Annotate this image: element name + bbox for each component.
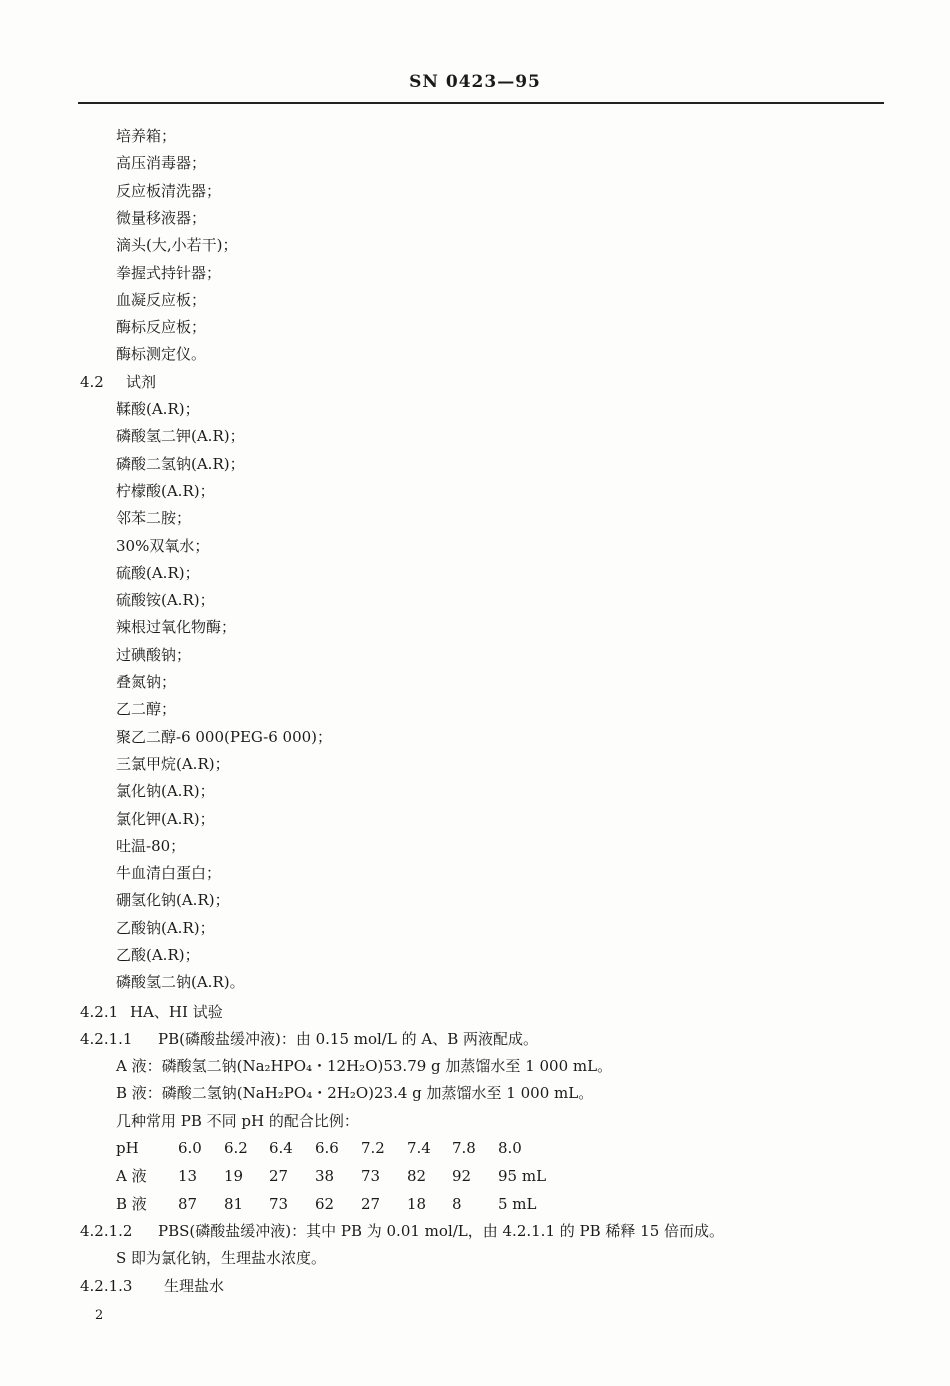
- table-cell: 87: [178, 1195, 198, 1213]
- table-cell: 13: [178, 1167, 198, 1185]
- table-cell: 6.0: [178, 1139, 202, 1157]
- b-solution-text: B 液：磷酸二氢钠(NaH₂PO₄・2H₂O)23.4 g 加蒸馏水至 1 000 mL。: [116, 1084, 594, 1102]
- table-cell: 7.4: [407, 1139, 431, 1157]
- ratio-intro: 几种常用 PB 不同 pH 的配合比例：: [116, 1112, 359, 1130]
- table-cell: 7.2: [361, 1139, 385, 1157]
- list-item: 硫酸(A.R)；: [116, 563, 200, 582]
- table-cell: 6.2: [224, 1139, 248, 1157]
- section-4-2-1-2: 4.2.1.2 PBS(磷酸盐缓冲液)：其中 PB 为 0.01 mol/L，由 4.2.1.1 的 PB 稀释 15 倍而成。: [80, 1222, 725, 1240]
- list-item: 辣根过氧化物酶；: [116, 618, 237, 637]
- table-cell: 6.6: [315, 1139, 339, 1157]
- list-item: 聚乙二醇-6 000(PEG-6 000)；: [116, 727, 333, 746]
- list-item: 牛血清白蛋白；: [116, 864, 222, 883]
- a-solution-text: A 液：磷酸氢二钠(Na₂HPO₄・12H₂O)53.79 g 加蒸馏水至 1 000 mL。: [116, 1057, 613, 1075]
- table-cell: 8: [452, 1195, 462, 1213]
- table-cell: 27: [269, 1167, 289, 1185]
- list-item: 过碘酸钠；: [116, 645, 192, 664]
- list-item: 鞣酸(A.R)；: [116, 400, 200, 418]
- section-4-2: 4.2 试剂: [80, 373, 157, 391]
- table-cell: 81: [224, 1195, 244, 1213]
- row-label: B 液: [116, 1195, 147, 1213]
- table-cell: 27: [361, 1195, 381, 1213]
- table-cell: 19: [224, 1167, 244, 1185]
- row-label: A 液: [116, 1167, 147, 1185]
- list-item: 滴头(大,小若干)；: [116, 236, 238, 255]
- section-4-2-1-3: 4.2.1.3 生理盐水: [80, 1277, 225, 1295]
- list-item: 叠氮钠；: [116, 673, 177, 691]
- document-header: SN 0423—95: [409, 72, 541, 92]
- list-item: 硼氢化钠(A.R)；: [116, 891, 230, 910]
- list-item: 高压消毒器；: [116, 154, 207, 173]
- list-item: 30%双氧水；: [116, 536, 210, 555]
- list-item: 吐温-80；: [116, 836, 186, 855]
- table-cell: 7.8: [452, 1139, 476, 1157]
- table-cell: 38: [315, 1167, 335, 1185]
- table-cell: 82: [407, 1167, 427, 1185]
- table-cell: 62: [315, 1195, 335, 1213]
- table-cell: 6.4: [269, 1139, 293, 1157]
- list-item: 反应板清洗器；: [116, 181, 222, 200]
- table-cell: 5 mL: [498, 1195, 537, 1213]
- list-item: 血凝反应板；: [116, 290, 207, 309]
- list-item: 乙二醇；: [116, 700, 177, 719]
- list-item: 三氯甲烷(A.R)；: [116, 754, 230, 773]
- list-item: 硫酸铵(A.R)；: [116, 591, 215, 610]
- list-item: 磷酸氢二钾(A.R)；: [116, 427, 245, 446]
- table-cell: 92: [452, 1167, 472, 1185]
- list-item: 微量移液器；: [116, 208, 207, 227]
- row-label: pH: [116, 1139, 139, 1157]
- list-item: 邻苯二胺；: [116, 509, 192, 528]
- list-item: 柠檬酸(A.R)；: [116, 481, 215, 500]
- table-cell: 95 mL: [498, 1167, 547, 1185]
- section-4-2-1-1: 4.2.1.1 PB(磷酸盐缓冲液)：由 0.15 mol/L 的 A、B 两液配成。: [80, 1030, 538, 1048]
- table-cell: 73: [361, 1167, 381, 1185]
- table-cell: 8.0: [498, 1139, 522, 1157]
- table-cell: 18: [407, 1195, 427, 1213]
- list-item: 氯化钠(A.R)；: [116, 782, 215, 801]
- list-item: 酶标反应板；: [116, 318, 207, 337]
- list-item: 拳握式持针器；: [116, 263, 222, 282]
- list-item: 乙酸钠(A.R)；: [116, 918, 215, 937]
- list-item: 磷酸二氢钠(A.R)；: [116, 454, 245, 473]
- page-number: 2: [95, 1308, 104, 1323]
- list-item: 培养箱；: [116, 127, 177, 145]
- list-item: 氯化钾(A.R)；: [116, 809, 215, 828]
- list-item: 乙酸(A.R)；: [116, 946, 200, 964]
- s-note-text: S 即为氯化钠，生理盐水浓度。: [116, 1249, 327, 1267]
- list-item: 酶标测定仪。: [116, 345, 207, 364]
- table-cell: 73: [269, 1195, 289, 1213]
- section-4-2-1: 4.2.1 HA、HI 试验: [80, 1003, 223, 1021]
- header-rule: [78, 102, 884, 104]
- list-item: 磷酸氢二钠(A.R)。: [116, 973, 245, 992]
